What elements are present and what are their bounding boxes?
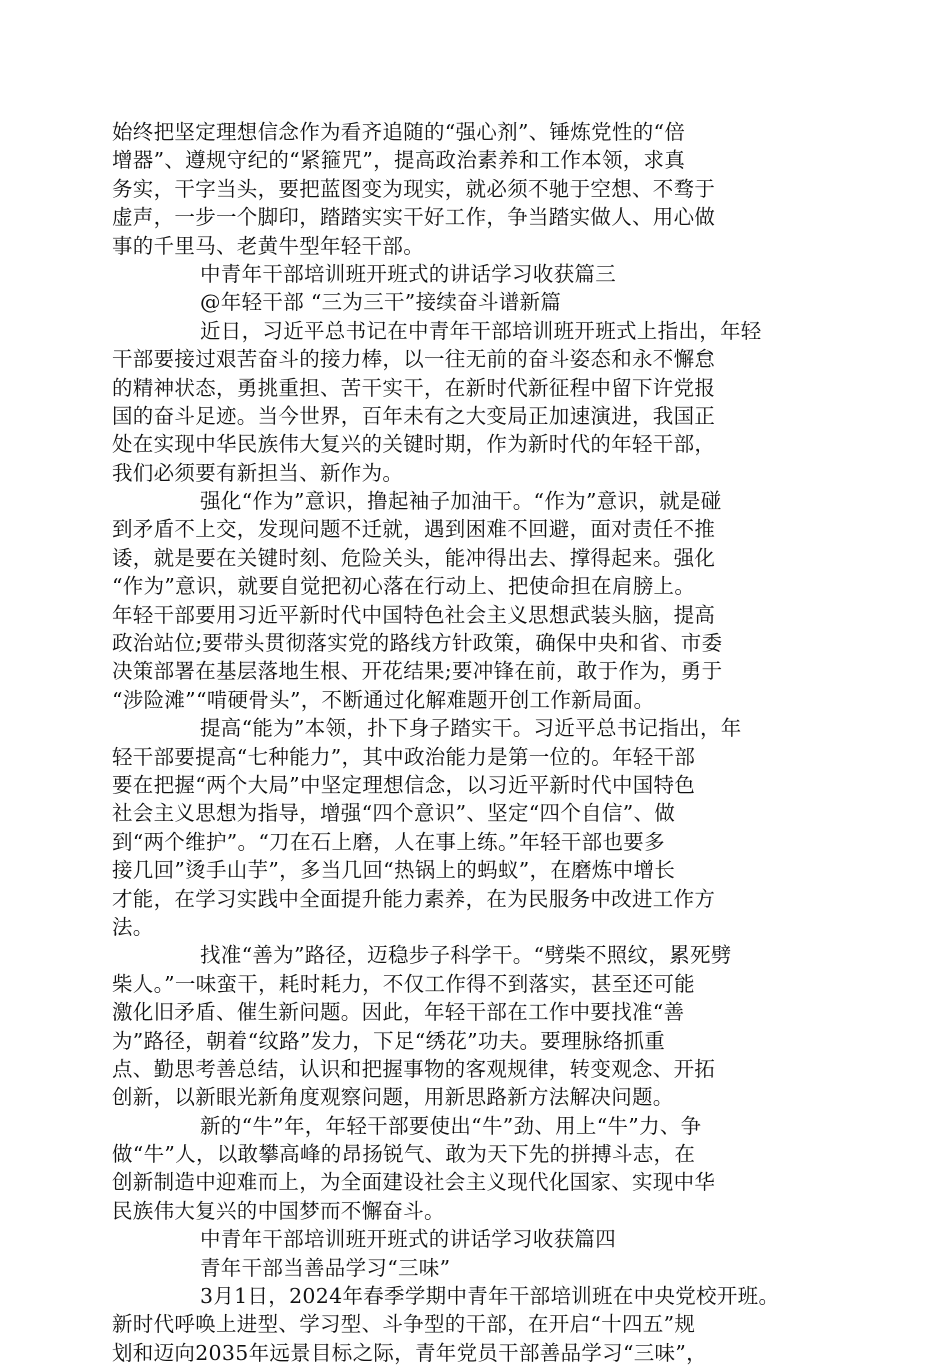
paragraph-line: 诿，就是要在关键时刻、危险关头，能冲得出去、撑得起来。强化 [112, 545, 716, 570]
paragraph-line: 国的奋斗足迹。当今世界，百年未有之大变局正加速演进，我国正 [112, 403, 716, 428]
paragraph-line: 务实，干字当头，要把蓝图变为现实，就必须不驰于空想、不骛于 [112, 176, 716, 201]
paragraph-line: 激化旧矛盾、催生新问题。因此，年轻干部在工作中要找准“善 [112, 1000, 685, 1025]
paragraph-line: 才能，在学习实践中全面提升能力素养，在为民服务中改进工作方 [112, 886, 716, 911]
paragraph-line: 柴人。”一味蛮干，耗时耗力，不仅工作得不到落实，甚至还可能 [112, 971, 695, 996]
paragraph-line: 始终把坚定理想信念作为看齐追随的“强心剂”、锤炼党性的“倍 [112, 120, 686, 144]
paragraph-line: 年轻干部要用习近平新时代中国特色社会主义思想武装头脑，提高 [112, 602, 716, 627]
paragraph-line: 近日，习近平总书记在中青年干部培训班开班式上指出，年轻 [200, 318, 762, 343]
paragraph-line: 3月1日，2024年春季学期中青年干部培训班在中央党校开班。 [200, 1284, 780, 1309]
paragraph-line: 虚声，一步一个脚印，踏踏实实干好工作，争当踏实做人、用心做 [112, 205, 716, 230]
paragraph-line: 增器”、遵规守纪的“紧箍咒”，提高政治素养和工作本领，求真 [112, 148, 686, 173]
paragraph-line: 我们必须要有新担当、新作为。 [112, 460, 404, 485]
paragraph-line: 事的千里马、老黄牛型年轻干部。 [112, 233, 424, 258]
paragraph-line: 法。 [112, 914, 154, 939]
paragraph-line: 要在把握“两个大局”中坚定理想信念，以习近平新时代中国特色 [112, 772, 696, 797]
section-heading-line: 青年干部当善品学习“三味” [200, 1255, 451, 1280]
paragraph-line: 到矛盾不上交，发现问题不迁就，遇到困难不回避，面对责任不推 [112, 517, 716, 542]
paragraph-line: “涉险滩”“啃硬骨头”，不断通过化解难题开创工作新局面。 [112, 687, 655, 712]
paragraph-line: 干部要接过艰苦奋斗的接力棒，以一往无前的奋斗姿态和永不懈怠 [112, 347, 716, 372]
paragraph-line: 决策部署在基层落地生根、开花结果;要冲锋在前，敢于作为，勇于 [112, 659, 723, 684]
paragraph-line: 社会主义思想为指导，增强“四个意识”、坚定“四个自信”、做 [112, 801, 676, 826]
paragraph-line: 为”路径，朝着“纹路”发力，下足“绣花”功夫。要理脉络抓重 [112, 1028, 666, 1053]
paragraph-line: 点、勤思考善总结，认识和把握事物的客观规律，转变观念、开拓 [112, 1056, 716, 1081]
paragraph-line: “作为”意识，就要自觉把初心落在行动上、把使命担在肩膀上。 [112, 574, 696, 599]
paragraph-line: 创新制造中迎难而上，为全面建设社会主义现代化国家、实现中华 [112, 1170, 716, 1195]
paragraph-line: 找准“善为”路径，迈稳步子科学干。“劈柴不照纹，累死劈 [200, 943, 732, 968]
paragraph-line: 轻干部要提高“七种能力”，其中政治能力是第一位的。年轻干部 [112, 744, 696, 769]
paragraph-line: 划和迈向2035年远景目标之际，青年党员干部善品学习“三味”， [112, 1340, 707, 1365]
paragraph-line: 强化“作为”意识，撸起袖子加油干。“作为”意识，就是碰 [200, 489, 722, 514]
paragraph-line: 新时代呼唤上进型、学习型、斗争型的干部，在开启“十四五”规 [112, 1312, 696, 1337]
paragraph-line: 处在实现中华民族伟大复兴的关键时期，作为新时代的年轻干部， [112, 432, 716, 457]
paragraph-line: 到“两个维护”。“刀在石上磨，人在事上练。”年轻干部也要多 [112, 829, 665, 854]
paragraph-line: 创新，以新眼光新角度观察问题，用新思路新方法解决问题。 [112, 1085, 674, 1110]
paragraph-line: 做“牛”人，以敢攀高峰的昂扬锐气、敢为天下先的拼搏斗志，在 [112, 1142, 696, 1167]
paragraph-line: 的精神状态，勇挑重担、苦干实干，在新时代新征程中留下许党报 [112, 375, 716, 400]
document-body [112, 118, 852, 1367]
paragraph-line: 接几回”烫手山芋”，多当几回“热锅上的蚂蚁”，在磨炼中增长 [112, 858, 676, 883]
section-heading-line: 中青年干部培训班开班式的讲话学习收获篇四 [200, 1227, 616, 1252]
section-heading-line: 中青年干部培训班开班式的讲话学习收获篇三 [200, 261, 616, 286]
paragraph-line: 政治站位;要带头贯彻落实党的路线方针政策，确保中央和省、市委 [112, 631, 723, 656]
paragraph-line: 提高“能为”本领，扑下身子踏实干。习近平总书记指出，年 [200, 716, 742, 741]
paragraph-line: 新的“牛”年，年轻干部要使出“牛”劲、用上“牛”力、争 [200, 1113, 702, 1138]
section-heading-line: @年轻干部 “三为三干”接续奋斗谱新篇 [200, 290, 562, 315]
paragraph-line: 民族伟大复兴的中国梦而不懈奋斗。 [112, 1198, 445, 1223]
